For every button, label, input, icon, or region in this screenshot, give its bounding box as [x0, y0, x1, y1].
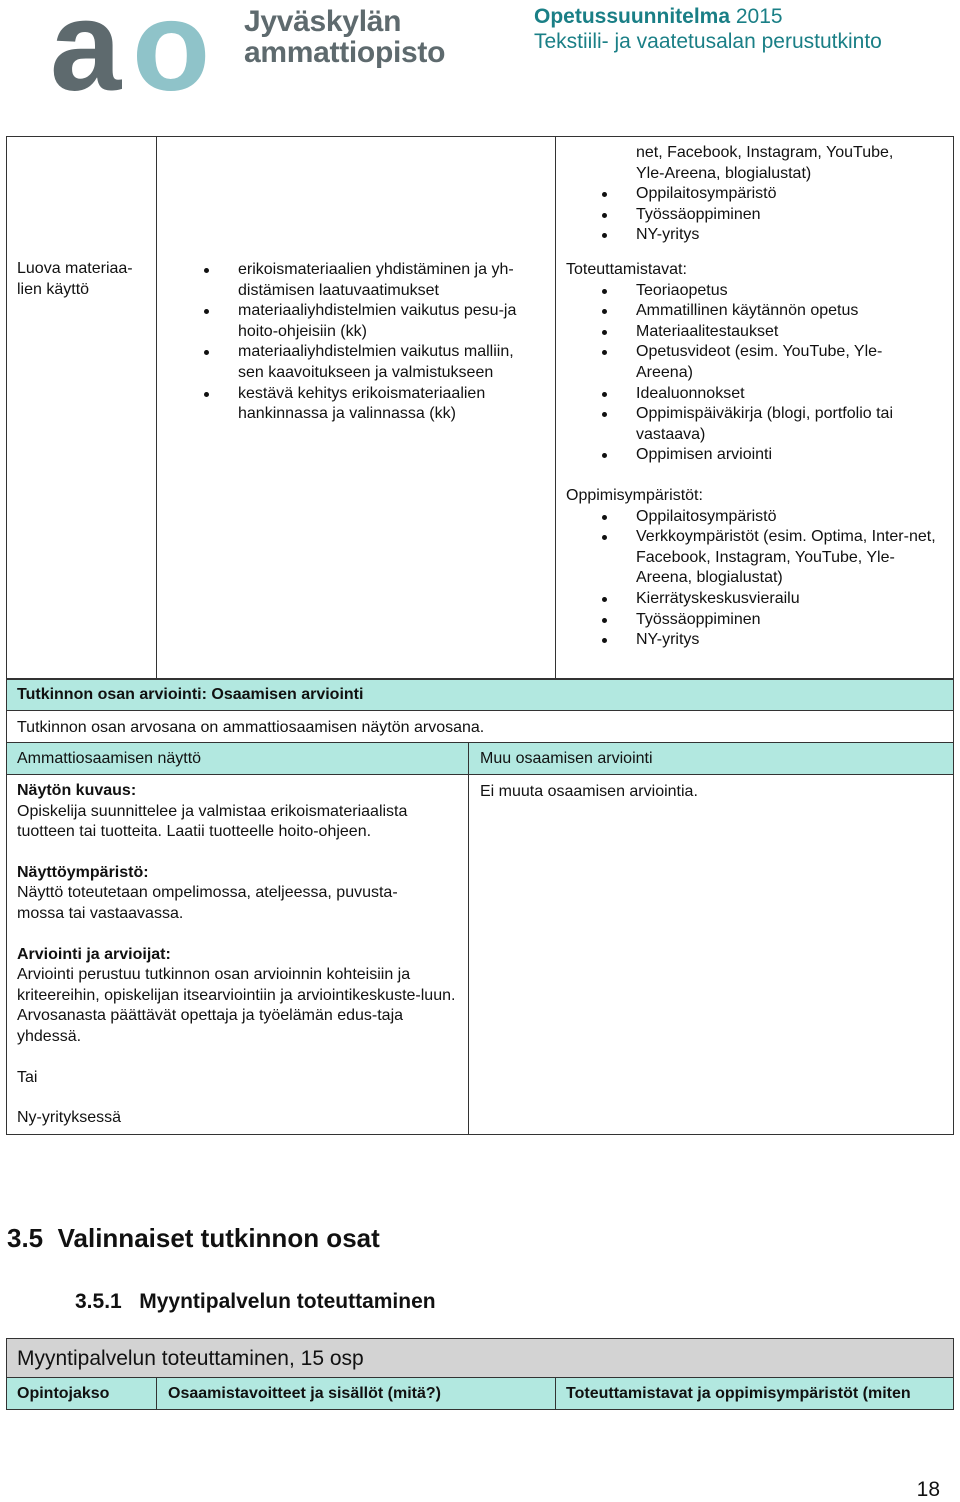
cont-text [636, 143, 936, 246]
or-text: Tai [17, 1068, 38, 1086]
demo-content [17, 781, 457, 1129]
cont-line: Yle-Areena, blogialustat) [636, 164, 812, 182]
desc-text: Opiskelija suunnittelee ja valmistaa erikoismateriaalista tuotteen tai tuotteita. Laatii tuotteelle hoito-ohjeen. [17, 802, 408, 841]
list-item: materiaaliyhdistelmien vaikutus malliin, sen kaavoitukseen ja valmistukseen [238, 342, 543, 383]
list-item: Työssäoppiminen [636, 610, 936, 631]
doc-subtitle: Tekstiili- ja vaatetusalan perustutkinto [534, 30, 882, 53]
list-item: Verkkoympäristöt (esim. Optima, Inter-net, Facebook, Instagram, YouTube, Yle-Areena, blogialustat) [636, 527, 936, 589]
list-item: Oppilaitosympäristö [636, 184, 936, 205]
doc-title [534, 4, 934, 29]
col-header-opintojakso: Opintojakso [17, 1385, 110, 1402]
env-demo-label: Näyttöympäristö: [17, 863, 149, 881]
doc-title-year: 2015 [735, 5, 783, 28]
assessors-label: Arviointi ja arvioijat: [17, 945, 171, 963]
svg-text:o: o [132, 0, 211, 100]
subsection-title: Myyntipalvelun toteuttaminen [139, 1290, 436, 1313]
section-number: 3.5 [7, 1223, 44, 1253]
methods-label: Toteuttamistavat: [566, 261, 687, 278]
list-item: NY-yritys [636, 225, 936, 246]
list-item: Oppimisen arviointi [636, 445, 936, 466]
doc-header [534, 4, 934, 54]
subsection-number: 3.5.1 [75, 1290, 122, 1313]
logo-line-2: ammattiopisto [244, 36, 446, 69]
svg-text:a: a [50, 0, 116, 100]
page-number: 18 [916, 1478, 940, 1501]
section-heading [7, 1223, 380, 1254]
section-title: Valinnaiset tutkinnon osat [57, 1223, 380, 1253]
list-item: Kierrätyskeskusvierailu [636, 589, 936, 610]
assessors-text: Arviointi perustuu tutkinnon osan arvioinnin kohteisiin ja kriteereihin, opiskelijan itsearviointiin ja arviointikeskuste-luun. Arvosanasta päättävät opettaja ja työelämän edus-taja yhdessä. [17, 966, 456, 1045]
env-label: Oppimisympäristöt: [566, 486, 703, 504]
list-item: erikoismateriaalien yhdistäminen ja yh-distämisen laatuvaatimukset [238, 260, 543, 301]
logo-ao-mark [50, 0, 235, 100]
list-item: Teoriaopetus [636, 281, 936, 302]
logo-wordmark [244, 6, 445, 68]
list-item: Työssäoppiminen [636, 205, 936, 226]
col-header-methods: Toteuttamistavat ja oppimisympäristöt (miten [566, 1385, 911, 1402]
env-demo-text: Näyttö toteutetaan ompelimossa, ateljeessa, puvusta-mossa tai vastaavassa. [17, 884, 398, 922]
env-bullets-top [636, 184, 936, 246]
list-item: Materiaalitestaukset [636, 322, 936, 343]
goals-list [238, 260, 543, 425]
assessment-heading: Tutkinnon osan arviointi: Osaamisen arviointi [17, 686, 364, 703]
grade-note: Tutkinnon osan arvosana on ammattiosaamisen näytön arvosana. [17, 719, 485, 736]
other-assessment-heading: Muu osaamisen arviointi [480, 750, 653, 767]
demo-heading: Ammattiosaamisen näyttö [17, 750, 202, 767]
desc-label: Näytön kuvaus: [17, 782, 137, 799]
col-header-goals: Osaamistavoitteet ja sisällöt (mitä?) [168, 1385, 441, 1402]
list-item: Ammatillinen käytännön opetus [636, 301, 936, 322]
list-item: Oppilaitosympäristö [636, 507, 936, 528]
list-item: Opetusvideot (esim. YouTube, Yle-Areena) [636, 342, 936, 383]
methods-block [566, 260, 936, 651]
subsection-heading [75, 1290, 436, 1314]
logo-line-1: Jyväskylän [244, 5, 402, 38]
methods-list [636, 281, 936, 466]
other-text: Ei muuta osaamisen arviointia. [480, 783, 698, 800]
list-item: Oppimispäiväkirja (blogi, portfolio tai vastaava) [636, 404, 936, 445]
ny-text: Ny-yrityksessä [17, 1109, 122, 1127]
doc-title-bold: Opetussuunnitelma [534, 5, 731, 28]
row-title: Luova materiaa-lien käyttö [17, 260, 133, 298]
other-cell [468, 774, 954, 1135]
list-item: materiaaliyhdistelmien vaikutus pesu-ja hoito-ohjeisiin (kk) [238, 301, 543, 342]
cont-line: net, Facebook, Instagram, YouTube, [636, 144, 894, 161]
module-title: Myyntipalvelun toteuttaminen, 15 osp [17, 1347, 364, 1370]
list-item: NY-yritys [636, 630, 936, 651]
list-item: Idealuonnokset [636, 384, 936, 405]
goals-list-wrap [238, 260, 543, 425]
env-list [636, 507, 936, 651]
list-item: kestävä kehitys erikoismateriaalien hankinnassa ja valinnassa (kk) [238, 384, 543, 425]
